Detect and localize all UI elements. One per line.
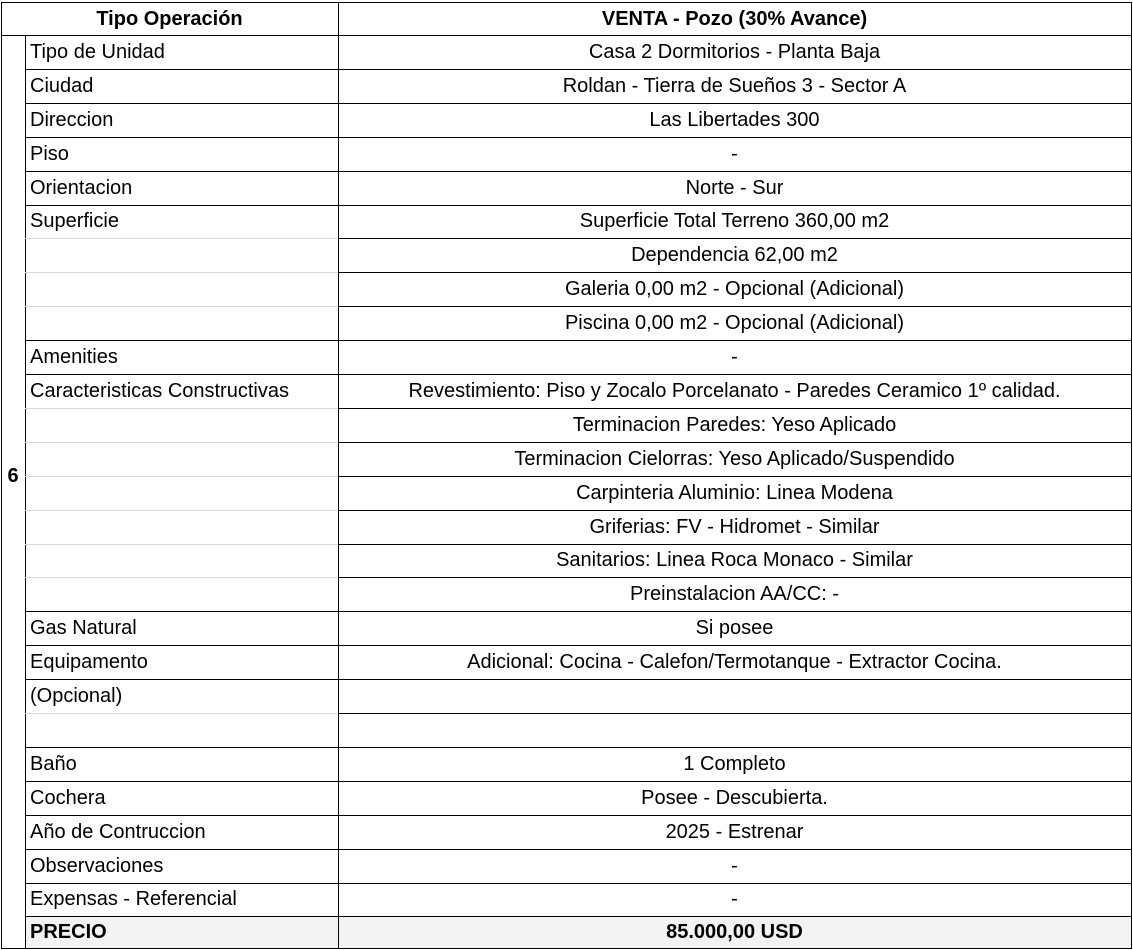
grid-line — [1, 2, 1132, 3]
row-value-cell: Adicional: Cocina - Calefon/Termotanque - Extractor Cocina. — [467, 651, 1002, 674]
grid-line — [25, 544, 338, 545]
row-label-cell — [25, 510, 338, 544]
row-value-cell: Terminacion Paredes: Yeso Aplicado — [572, 413, 897, 436]
row-value-cell: Carpinteria Aluminio: Linea Modena — [576, 481, 893, 504]
grid-line — [338, 137, 1131, 138]
grid-line — [1, 948, 1132, 949]
grid-line — [338, 171, 1131, 172]
grid-line — [338, 883, 1131, 884]
price-value-cell: 85.000,00 USD — [338, 916, 1131, 948]
row-label-cell: Caracteristicas Constructivas — [30, 379, 289, 402]
row-value-cell: Preinstalacion AA/CC: - — [630, 583, 839, 606]
grid-line — [338, 611, 1131, 612]
price-label-cell: PRECIO — [25, 916, 338, 948]
row-value-cell: Roldan - Tierra de Sueños 3 - Sector A — [562, 74, 907, 97]
row-label-cell: Expensas - Referencial — [30, 888, 237, 911]
grid-line — [338, 2, 339, 948]
grid-line — [1, 35, 1132, 36]
row-label-cell: Superficie — [30, 210, 119, 233]
grid-line — [25, 442, 338, 443]
grid-line — [25, 205, 338, 206]
grid-line — [25, 713, 338, 714]
row-value-cell: Las Libertades 300 — [649, 108, 820, 131]
row-value-cell: Norte - Sur — [685, 176, 784, 199]
grid-line — [338, 849, 1131, 850]
grid-line — [338, 408, 1131, 409]
grid-line — [25, 374, 338, 375]
grid-line — [338, 679, 1131, 680]
row-value-cell: Dependencia 62,00 m2 — [631, 244, 838, 267]
grid-line — [25, 781, 338, 782]
row-value-cell: Sanitarios: Linea Roca Monaco - Similar — [556, 549, 913, 572]
grid-line — [25, 340, 338, 341]
grid-line — [338, 238, 1131, 239]
grid-line — [1131, 2, 1132, 948]
grid-line — [338, 544, 1131, 545]
grid-line — [338, 205, 1131, 206]
grid-line — [338, 442, 1131, 443]
row-label-cell — [25, 306, 338, 340]
grid-line — [338, 272, 1131, 273]
row-value-cell: Casa 2 Dormitorios - Planta Baja — [588, 40, 881, 63]
row-label-cell: (Opcional) — [30, 685, 123, 708]
row-value-cell: Galeria 0,00 m2 - Opcional (Adicional) — [564, 278, 905, 301]
row-value-cell: - — [731, 854, 738, 877]
grid-line — [338, 577, 1131, 578]
grid-line — [25, 408, 338, 409]
row-label-cell — [25, 272, 338, 306]
row-label-cell: Ciudad — [30, 74, 94, 97]
grid-line — [25, 69, 338, 70]
row-value-cell: Griferias: FV - Hidromet - Similar — [589, 515, 880, 538]
grid-line — [338, 916, 1131, 917]
row-value-cell: Piscina 0,00 m2 - Opcional (Adicional) — [564, 312, 905, 335]
row-value-cell — [338, 713, 1131, 747]
row-value-cell: 2025 - Estrenar — [665, 820, 804, 843]
row-label-cell: Amenities — [30, 346, 118, 369]
grid-line — [338, 340, 1131, 341]
header-right-cell: VENTA - Pozo (30% Avance) — [601, 7, 868, 30]
row-value-cell: Si posee — [695, 617, 774, 640]
row-label-cell — [25, 408, 338, 442]
group-number-cell: 6 — [7, 464, 19, 487]
row-label-cell: Direccion — [30, 108, 114, 131]
grid-line — [25, 476, 338, 477]
grid-line — [25, 306, 338, 307]
grid-line — [25, 611, 338, 612]
row-label-cell — [25, 577, 338, 611]
row-value-cell: Superficie Total Terreno 360,00 m2 — [579, 210, 890, 233]
row-label-cell: Año de Contruccion — [30, 820, 206, 843]
grid-line — [25, 747, 338, 748]
row-label-cell: Baño — [30, 752, 77, 775]
row-label-cell: Tipo de Unidad — [30, 40, 165, 63]
grid-line — [338, 69, 1131, 70]
grid-line — [25, 137, 338, 138]
row-label-cell — [25, 713, 338, 747]
grid-line — [338, 510, 1131, 511]
grid-line — [25, 849, 338, 850]
grid-line — [25, 510, 338, 511]
row-value-cell: Revestimiento: Piso y Zocalo Porcelanato - Paredes Ceramico 1º calidad. — [408, 379, 1061, 402]
row-value-cell: - — [731, 346, 738, 369]
grid-line — [338, 374, 1131, 375]
grid-line — [338, 713, 1131, 714]
grid-line — [338, 306, 1131, 307]
row-value-cell: 1 Completo — [683, 752, 786, 775]
row-value-cell: - — [731, 142, 738, 165]
row-value-cell: Terminacion Cielorras: Yeso Aplicado/Suspendido — [514, 447, 955, 470]
grid-line — [338, 815, 1131, 816]
grid-line — [25, 916, 338, 917]
grid-line — [25, 679, 338, 680]
row-value-cell: - — [731, 888, 738, 911]
grid-line — [338, 476, 1131, 477]
grid-line — [338, 645, 1131, 646]
row-label-cell: Equipamento — [30, 651, 148, 674]
grid-line — [25, 238, 338, 239]
grid-line — [25, 103, 338, 104]
row-label-cell: Piso — [30, 142, 69, 165]
row-label-cell — [25, 476, 338, 510]
grid-line — [1, 2, 2, 948]
row-label-cell — [25, 238, 338, 272]
row-value-cell: Posee - Descubierta. — [641, 786, 828, 809]
row-label-cell — [25, 442, 338, 476]
grid-line — [338, 781, 1131, 782]
grid-line — [25, 272, 338, 273]
row-value-cell — [338, 679, 1131, 713]
header-left-cell: Tipo Operación — [96, 7, 243, 30]
grid-line — [25, 171, 338, 172]
row-label-cell: Orientacion — [30, 176, 133, 199]
row-label-cell: Cochera — [30, 786, 106, 809]
row-label-cell — [25, 544, 338, 578]
row-label-cell: Gas Natural — [30, 617, 137, 640]
grid-line — [25, 883, 338, 884]
grid-line — [338, 103, 1131, 104]
grid-line — [25, 815, 338, 816]
grid-line — [25, 577, 338, 578]
grid-line — [338, 747, 1131, 748]
grid-line — [25, 645, 338, 646]
row-label-cell: Observaciones — [30, 854, 164, 877]
